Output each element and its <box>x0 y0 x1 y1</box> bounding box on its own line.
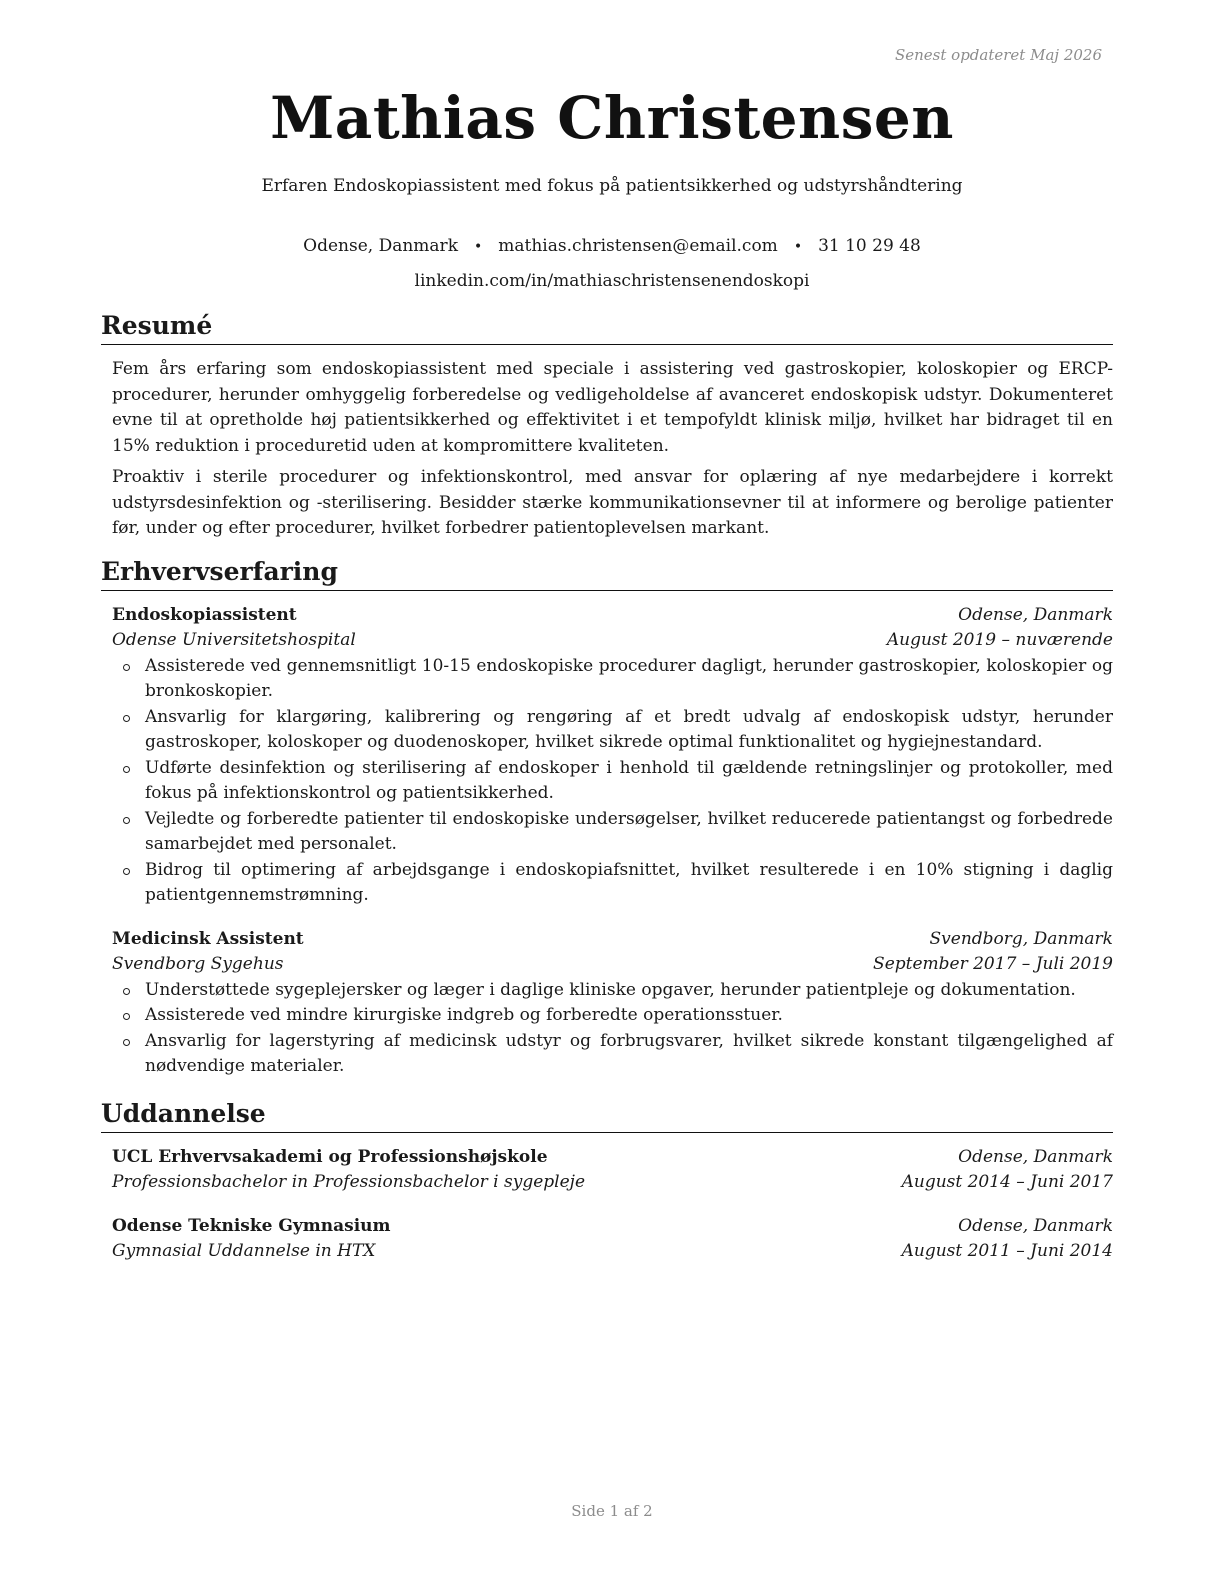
summary-section <box>101 310 1113 542</box>
job-bullets <box>112 654 1113 909</box>
list-item <box>112 756 1113 807</box>
bullet-text: Bidrog til optimering af arbejdsgange i endoskopiafsnittet, hvilket resulterede i en 10% stigning i daglig patientgennemstrømning. <box>145 859 1113 905</box>
education-subheader-row <box>112 1239 1113 1265</box>
job-employer: Odense Universitetshospital <box>112 630 356 650</box>
linkedin-link[interactable]: linkedin.com/in/mathiaschristensenendoskopi <box>414 271 810 291</box>
summary-paragraph: Proaktiv i sterile procedurer og infektionskontrol, med ansvar for oplæring af nye medarbejdere i korrekt udstyrsdesinfektion og -sterilisering. Besidder stærke kommunikationsevner til at informere og berolige patienter før, under og efter procedurer, hvilket forbedrer patientoplevelsen markant. <box>112 467 1113 538</box>
education-dates: August 2014 – Juni 2017 <box>901 1172 1113 1192</box>
job-entry <box>112 927 1113 1080</box>
list-item <box>112 978 1113 1004</box>
list-item <box>112 1029 1113 1080</box>
education-header-row <box>112 1214 1113 1240</box>
separator-dot: • <box>793 239 803 255</box>
education-entry <box>112 1214 1113 1265</box>
job-subheader-row <box>112 952 1113 978</box>
list-item <box>112 807 1113 858</box>
job-location: Odense, Danmark <box>958 604 1113 625</box>
school-name: UCL Erhvervsakademi og Professionshøjskole <box>112 1146 548 1167</box>
separator-dot: • <box>474 239 483 255</box>
bullet-text: Ansvarlig for klargøring, kalibrering og rengøring af et bredt udvalg af endoskopisk udstyr, herunder gastroskoper, koloskoper og duodenoskoper, hvilket sikrede optimal funktionalitet og hygiejnestandard. <box>145 706 1113 752</box>
experience-section <box>101 556 1113 1080</box>
candidate-name: Mathias Christensen <box>270 84 954 152</box>
resume-content <box>101 310 1113 1283</box>
bullet-circle-icon <box>123 988 130 995</box>
bullet-text: Vejledte og forberedte patienter til endoskopiske undersøgelser, hvilket reducerede patientangst og forbedrede samarbejdet med personalet. <box>145 808 1113 854</box>
job-role: Endoskopiassistent <box>112 604 297 625</box>
job-subheader-row <box>112 628 1113 654</box>
school-location: Odense, Danmark <box>958 1215 1113 1236</box>
list-item <box>112 858 1113 909</box>
job-employer: Svendborg Sygehus <box>112 954 284 974</box>
bullet-circle-icon <box>123 1013 130 1020</box>
tagline: Erfaren Endoskopiassistent med fokus på patientsikkerhed og udstyrshåndtering <box>261 176 963 196</box>
bullet-circle-icon <box>123 868 130 875</box>
job-role: Medicinsk Assistent <box>112 928 304 949</box>
education-dates: August 2011 – Juni 2014 <box>901 1241 1113 1261</box>
list-item <box>112 1003 1113 1029</box>
education-subheader-row <box>112 1170 1113 1196</box>
bullet-text: Understøttede sygeplejersker og læger i daglige kliniske opgaver, herunder patientpleje og dokumentation. <box>145 979 1076 1000</box>
bullet-circle-icon <box>123 817 130 824</box>
school-name: Odense Tekniske Gymnasium <box>112 1215 391 1236</box>
school-location: Odense, Danmark <box>958 1146 1113 1167</box>
last-updated: Senest opdateret Maj 2026 <box>894 46 1102 64</box>
summary-paragraph: Fem års erfaring som endoskopiassistent med speciale i assistering ved gastroskopier, koloskopier og ERCP-procedurer, herunder omhyggelig forberedelse og vedligeholdelse af avanceret endoskopisk udstyr. Dokumenteret evne til at opretholde høj patientsikkerhed og effektivitet i et tempofyldt klinisk miljø, hvilket har bidraget til en 15% reduktion i proceduretid uden at kompromittere kvaliteten. <box>112 359 1113 456</box>
job-header-row <box>112 603 1113 629</box>
list-item <box>112 705 1113 756</box>
bullet-circle-icon <box>123 664 130 671</box>
bullet-text: Assisterede ved gennemsnitligt 10-15 endoskopiske procedurer dagligt, herunder gastroskopier, koloskopier og bronkoskopier. <box>145 655 1113 701</box>
education-header-row <box>112 1145 1113 1171</box>
phone-number[interactable]: 31 10 29 48 <box>818 236 921 256</box>
email-link[interactable]: mathias.christensen@email.com <box>498 236 778 256</box>
contact-line-2 <box>0 264 1224 298</box>
bullet-text: Assisterede ved mindre kirurgiske indgreb og forberedte operationsstuer. <box>145 1005 783 1025</box>
job-bullets <box>112 978 1113 1080</box>
bullet-text: Ansvarlig for lagerstyring af medicinsk udstyr og forbrugsvarer, hvilket sikrede konstant tilgængelighed af nødvendige materialer. <box>145 1030 1113 1076</box>
education-section <box>101 1098 1113 1265</box>
job-location: Svendborg, Danmark <box>929 928 1113 949</box>
bullet-text: Udførte desinfektion og sterilisering af endoskoper i henhold til gældende retningslinjer og protokoller, med fokus på infektionskontrol og patientsikkerhed. <box>145 757 1113 803</box>
job-dates: September 2017 – Juli 2019 <box>873 954 1113 974</box>
job-dates: August 2019 – nuværende <box>886 630 1113 650</box>
section-title-summary: Resumé <box>101 310 1113 345</box>
bullet-circle-icon <box>123 1039 130 1046</box>
bullet-circle-icon <box>123 766 130 773</box>
job-header-row <box>112 927 1113 953</box>
contact-info <box>0 229 1224 298</box>
degree: Gymnasial Uddannelse in HTX <box>112 1241 376 1261</box>
job-entry <box>112 603 1113 909</box>
education-entry <box>112 1145 1113 1196</box>
section-title-education: Uddannelse <box>101 1098 1113 1133</box>
location: Odense, Danmark <box>303 236 458 256</box>
degree: Professionsbachelor in Professionsbachelor i sygepleje <box>112 1172 586 1192</box>
page-number: Side 1 af 2 <box>571 1502 653 1520</box>
section-title-experience: Erhvervserfaring <box>101 556 1113 591</box>
contact-line-1 <box>0 229 1224 264</box>
bullet-circle-icon <box>123 715 130 722</box>
list-item <box>112 654 1113 705</box>
